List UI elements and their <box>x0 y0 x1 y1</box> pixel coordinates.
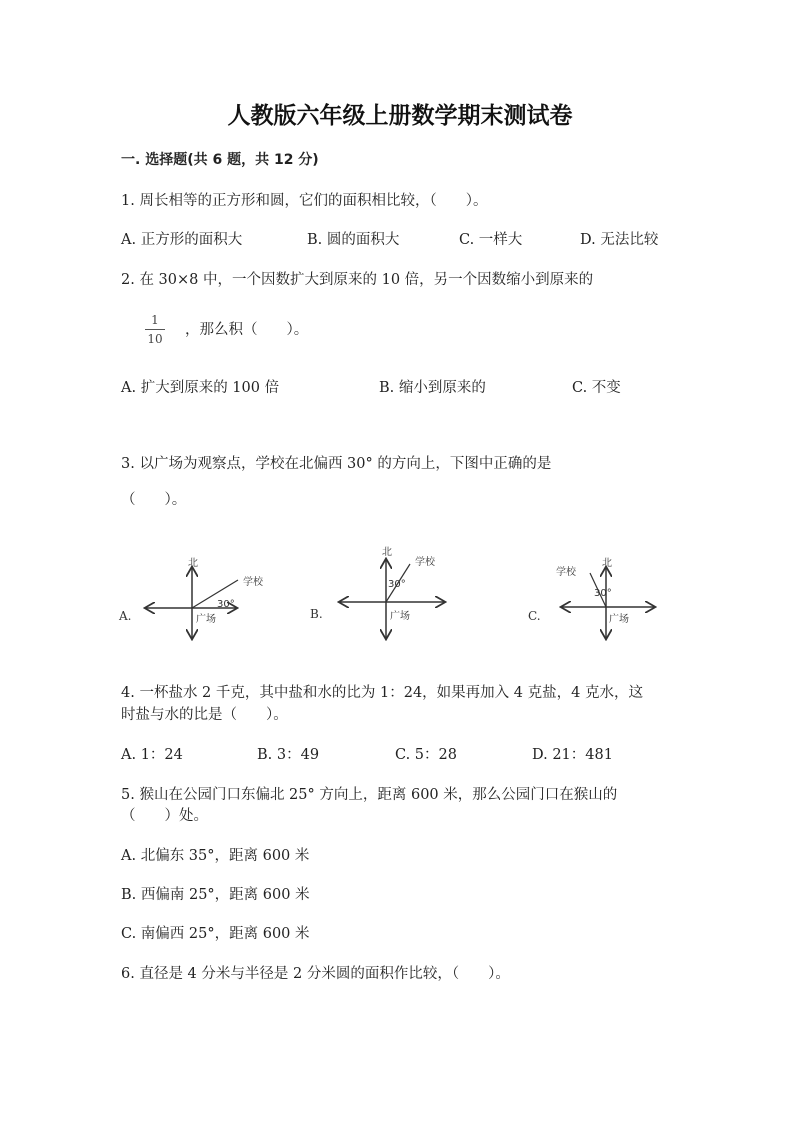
question-5-cont: （ ）处。 <box>121 808 208 824</box>
question-3-cont: （ ）。 <box>121 492 187 508</box>
q4-option-d: D. 21：481 <box>532 747 613 763</box>
page-title: 人教版六年级上册数学期末测试卷 <box>227 103 573 129</box>
q5-option-c: C. 南偏西 25°，距离 600 米 <box>121 926 310 942</box>
square-label: 广场 <box>609 614 629 625</box>
fraction-denominator: 10 <box>147 332 163 346</box>
q2-option-b: B. 缩小到原来的 <box>379 380 486 396</box>
question-5: 5. 猴山在公园门口东偏北 25° 方向上，距离 600 米，那么公园门口在猴山的 <box>121 787 618 803</box>
fraction-numerator: 1 <box>151 313 159 327</box>
question-2-cont: ，那么积（ ）。 <box>185 322 309 338</box>
question-1: 1. 周长相等的正方形和圆，它们的面积相比较，（ ）。 <box>121 193 488 209</box>
question-3: 3. 以广场为观察点，学校在北偏西 30° 的方向上，下图中正确的是 <box>121 456 552 472</box>
q1-option-a: A. 正方形的面积大 <box>121 232 243 248</box>
diagram-c-label: C. <box>528 609 541 623</box>
q1-option-b: B. 圆的面积大 <box>307 232 400 248</box>
section-heading: 一. 选择题(共 6 题，共 12 分) <box>121 152 319 168</box>
question-2: 2. 在 30×8 中，一个因数扩大到原来的 10 倍，另一个因数缩小到原来的 <box>121 272 594 288</box>
diagram-b-label: B. <box>310 607 323 621</box>
q2-option-a: A. 扩大到原来的 100 倍 <box>121 380 280 396</box>
question-4: 4. 一杯盐水 2 千克，其中盐和水的比为 1：24，如果再加入 4 克盐，4 克水，这 <box>121 685 643 701</box>
square-label: 广场 <box>196 614 216 625</box>
school-label: 学校 <box>415 557 435 568</box>
fraction-bar <box>145 329 165 330</box>
q1-option-c: C. 一样大 <box>459 232 523 248</box>
north-label: 北 <box>188 558 198 569</box>
question-6: 6. 直径是 4 分米与半径是 2 分米圆的面积作比较，（ ）。 <box>121 966 510 982</box>
q4-option-b: B. 3：49 <box>257 747 320 763</box>
q5-option-a: A. 北偏东 35°，距离 600 米 <box>121 848 310 864</box>
q1-option-d: D. 无法比较 <box>580 232 659 248</box>
q4-option-a: A. 1：24 <box>121 747 183 763</box>
north-label: 北 <box>382 547 392 558</box>
square-label: 广场 <box>390 611 410 622</box>
diagram-a-label: A. <box>119 609 132 623</box>
angle-label: 30° <box>217 599 235 610</box>
q2-option-c: C. 不变 <box>572 380 621 396</box>
fraction <box>145 313 165 346</box>
question-4-cont: 时盐与水的比是（ ）。 <box>121 707 288 723</box>
diagram-a <box>118 557 264 638</box>
q5-option-b: B. 西偏南 25°，距离 600 米 <box>121 887 310 903</box>
angle-label: 30° <box>594 588 612 599</box>
school-label: 学校 <box>243 577 263 588</box>
diagram-b <box>310 546 444 638</box>
angle-label: 30° <box>388 579 406 590</box>
school-label: 学校 <box>556 567 576 578</box>
q4-option-c: C. 5：28 <box>395 747 457 763</box>
diagram-c <box>528 557 654 638</box>
direction-diagrams <box>110 540 670 650</box>
north-label: 北 <box>602 558 612 569</box>
